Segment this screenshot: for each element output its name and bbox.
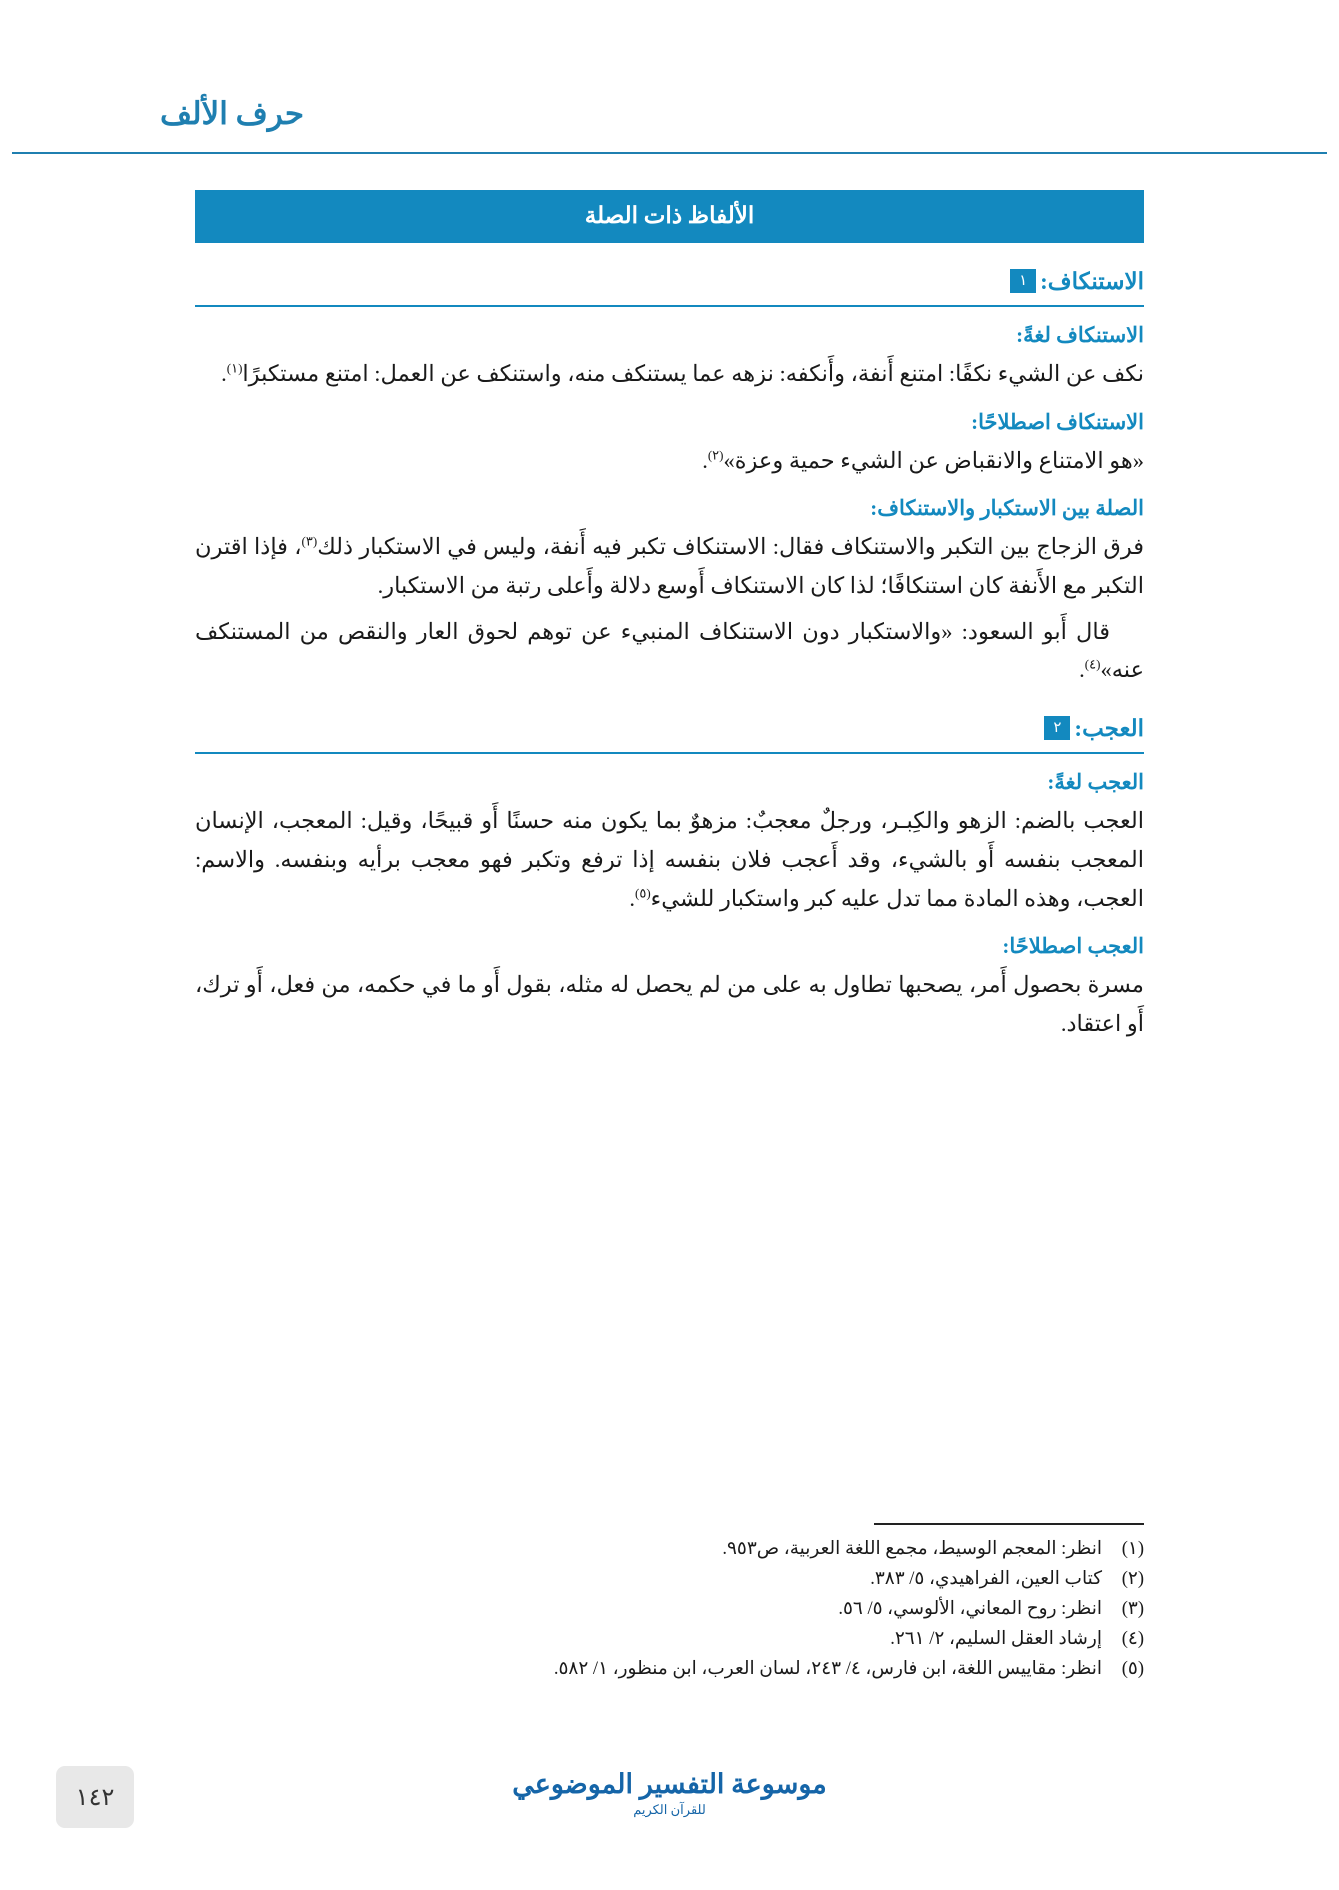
publisher-logo (0, 1769, 1339, 1818)
footnote-text: انظر: المعجم الوسيط، مجمع اللغة العربية، ص٩٥٣. (722, 1539, 1102, 1560)
paragraph-lexical-definition: العجب بالضم: الزهو والكِبـر، ورجلٌ معجبٌ: مزهوٌ بما يكون منه حسنًا أَو قبيحًا، وقيل: المعجب، الإنسان المعجب بنفسه أَو بالشيء، وقد أَعجب فلان بنفسه إذا ترفع وتكبر فهو معجب برأيه وبنفسه. والاسم: العجب، وهذه المادة مما تدل عليه كبر واستكبار للشيء$^{(٥)}$. (195, 808, 1144, 911)
footnote-text: انظر: مقاييس اللغة، ابن فارس، ٤/ ٢٤٣، لسان العرب، ابن منظور، ١/ ٥٨٢. (553, 1659, 1102, 1680)
paragraph-technical-definition: مسرة بحصول أَمر، يصحبها تطاول به على من لم يحصل له مثله، بقول أَو ما في حكمه، من فعل، أَو ترك، أَو اعتقاد. (195, 972, 1144, 1036)
entry-heading (195, 269, 1144, 307)
paragraph-relation: فرق الزجاج بين التكبر والاستنكاف فقال: الاستنكاف تكبر فيه أَنفة، وليس في الاستكبار ذلك$^{(٣)}$، فإذا اقترن التكبر مع الأَنفة كان استنكافًا؛ لذا كان الاستنكاف أَوسع دلالة وأَعلى رتبة من الاستكبار. (195, 533, 1144, 599)
paragraph-lexical-definition: نكف عن الشيء نكفًا: امتنع أَنفة، وأَنكفه: نزهه عما يستنكف منه، واستنكف عن العمل: امتنع مستكبرًا$^{(١)}$. (221, 360, 1144, 386)
footnotes-section (195, 1523, 1144, 1685)
footnote-ref: (٥) (634, 885, 651, 900)
footnote-number: (٢) (1121, 1569, 1144, 1590)
footnote-item (195, 1565, 1144, 1595)
subheading-technical: الاستنكاف اصطلاحًا: (971, 409, 1144, 434)
footnote-ref: (١) (226, 360, 243, 376)
footnote-text: انظر: روح المعاني، الألوسي، ٥/ ٥٦. (838, 1599, 1102, 1620)
header-title: حرف الألف (160, 96, 304, 131)
entry-title: العجب: (1074, 716, 1144, 742)
subheading-lexical: العجب لغةً: (1047, 770, 1144, 795)
footnote-item (195, 1535, 1144, 1565)
paragraph-quotation-abu-saud: قال أَبو السعود: «والاستكبار دون الاستنكاف المنبيء عن توهم لحوق العار والنقص من المستنكف عنه»$^{(٤)}$. (195, 618, 1144, 683)
page-number: ١٤٢ (75, 1784, 115, 1811)
section-banner: الألفاظ ذات الصلة (195, 190, 1144, 243)
publisher-logo-title: موسوعة التفسير الموضوعي (512, 1769, 827, 1799)
footnote-text: كتاب العين، الفراهيدي، ٥/ ٣٨٣. (870, 1569, 1102, 1590)
footnote-number: (٥) (1121, 1659, 1144, 1680)
footnote-ref: (٣) (301, 533, 318, 549)
entry-number-badge: ١ (1010, 269, 1036, 293)
page-content (195, 190, 1144, 1044)
footnote-number: (٤) (1121, 1629, 1144, 1650)
publisher-logo-subtitle: للقرآن الكريم (633, 1802, 706, 1817)
footnote-ref: (٤) (1084, 656, 1101, 672)
footnote-item (195, 1655, 1144, 1685)
footnote-divider (874, 1523, 1144, 1525)
subheading-lexical: الاستنكاف لغةً: (1016, 323, 1144, 347)
page-number-badge (56, 1766, 134, 1828)
footnote-number: (١) (1121, 1539, 1144, 1560)
footnote-number: (٣) (1121, 1599, 1144, 1620)
entry-number-badge: ٢ (1044, 716, 1070, 740)
page-header (0, 96, 1339, 132)
entry-heading (195, 716, 1144, 754)
footnote-ref: (٢) (707, 447, 724, 463)
footnote-item (195, 1625, 1144, 1655)
subheading-technical: العجب اصطلاحًا: (1002, 934, 1144, 959)
paragraph-technical-definition: «هو الامتناع والانقباض عن الشيء حمية وعزة»$^{(٢)}$. (702, 447, 1144, 473)
subheading-relation: الصلة بين الاستكبار والاستنكاف: (870, 496, 1144, 521)
footnote-text: إرشاد العقل السليم، ٢/ ٢٦١. (890, 1629, 1102, 1650)
footnote-item (195, 1595, 1144, 1625)
entry-title: الاستنكاف: (1040, 269, 1144, 294)
header-divider (12, 152, 1327, 154)
